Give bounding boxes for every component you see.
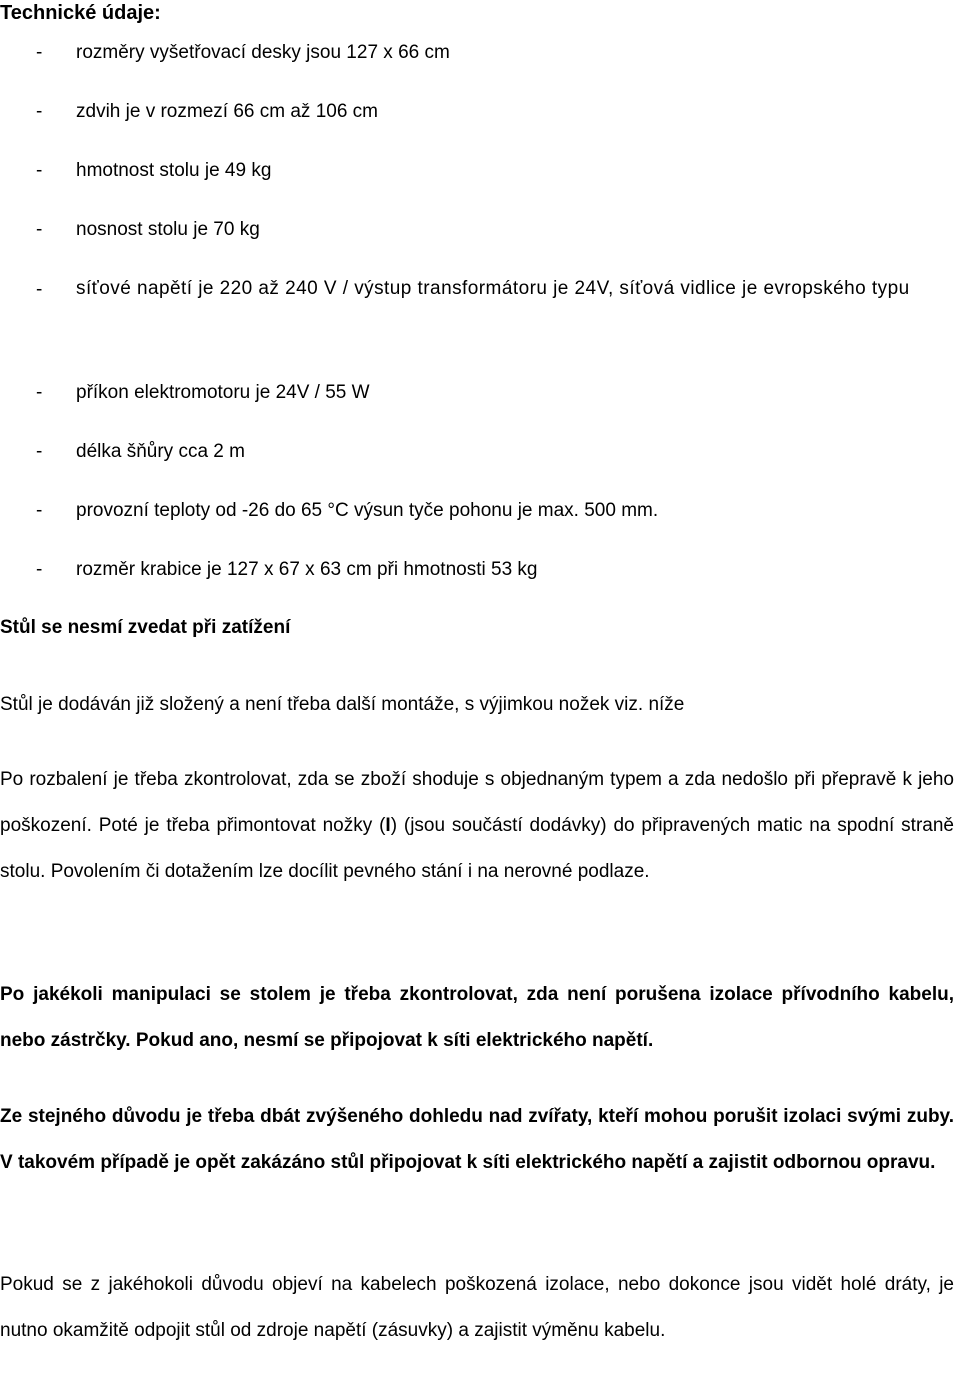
cable-check-warning: Po jakékoli manipulaci se stolem je třeba zkontrolovat, zda není porušena izolace přívodního kabelu, nebo zástrčky. Pokud ano, nesmí se připojovat k síti elektrického napětí. — [0, 984, 954, 1051]
spec-text: délka šňůry cca 2 m — [76, 441, 245, 462]
spec-text: síťové napětí je 220 až 240 V / výstup transformátoru je 24V, síťová vidlice je evropského typu — [76, 278, 910, 299]
unpacking-instructions — [0, 757, 954, 895]
bullet-dash: - — [36, 101, 43, 122]
spec-text: provozní teploty od -26 do 65 °C výsun tyče pohonu je max. 500 mm. — [76, 500, 659, 521]
spec-text: nosnost stolu je 70 kg — [76, 219, 260, 240]
bullet-dash: - — [36, 42, 43, 63]
unpacking-text-end: ) (jsou součástí dodávky) do připravených matic na spodní straně stolu. Povolením či dotažením lze docílit pevného stání i na nerovné podlaze. — [0, 815, 954, 882]
spec-text: zdvih je v rozmezí 66 cm až 106 cm — [76, 101, 378, 122]
no-lift-warning: Stůl se nesmí zvedat při zatížení — [0, 617, 291, 638]
spec-text: příkon elektromotoru je 24V / 55 W — [76, 382, 370, 403]
spec-text: rozměr krabice je 127 x 67 x 63 cm při hmotnosti 53 kg — [76, 559, 538, 580]
bullet-dash: - — [36, 500, 43, 521]
bullet-dash: - — [36, 382, 43, 403]
bullet-dash: - — [36, 160, 43, 181]
spec-text: hmotnost stolu je 49 kg — [76, 160, 272, 181]
bullet-dash: - — [36, 279, 43, 300]
damaged-cable-instructions: Pokud se z jakéhokoli důvodu objeví na kabelech poškozená izolace, nebo dokonce jsou vidět holé dráty, je nutno okamžitě odpojit stůl od zdroje napětí (zásuvky) a zajistit výměnu kabelu. — [0, 1274, 954, 1341]
technical-data-heading: Technické údaje: — [0, 2, 161, 24]
unpacking-text-start: Po rozbalení je třeba zkontrolovat, zda se zboží shoduje s objednaným typem a zda nedošlo při přepravě k jeho poškození. Poté je třeba přimontovat nožky ( — [0, 769, 954, 836]
animals-warning: Ze stejného důvodu je třeba dbát zvýšeného dohledu nad zvířaty, kteří mohou porušit izolaci svými zuby. V takovém případě je opět zakázáno stůl připojovat k síti elektrického napětí a zajistit odbornou opravu. — [0, 1106, 954, 1173]
bullet-dash: - — [36, 441, 43, 462]
bullet-dash: - — [36, 219, 43, 240]
spec-text: rozměry vyšetřovací desky jsou 127 x 66 cm — [76, 42, 450, 63]
leg-label: I — [385, 815, 391, 836]
bullet-dash: - — [36, 559, 43, 580]
delivery-note: Stůl je dodáván již složený a není třeba další montáže, s výjimkou nožek viz. níže — [0, 694, 685, 715]
